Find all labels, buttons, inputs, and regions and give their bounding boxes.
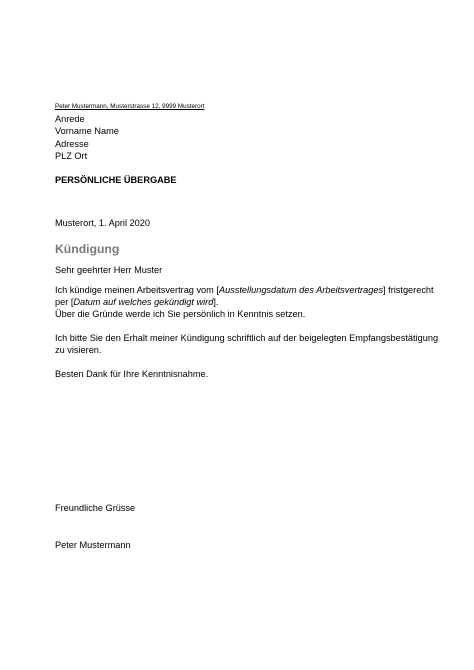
paragraph-termination (55, 284, 435, 320)
text-segment: ]. (213, 297, 219, 307)
recipient-salutation-line: Anrede (55, 114, 85, 124)
recipient-address-line: Adresse (55, 138, 89, 149)
recipient-city-line: PLZ Ort (55, 150, 88, 161)
signature-name: Peter Mustermann (55, 540, 131, 550)
paragraph-line (55, 296, 435, 308)
delivery-note: PERSÖNLICHE ÜBERGABE (55, 175, 177, 185)
text-segment: per [ (55, 297, 74, 307)
sender-address-line: Peter Mustermann, Musterstrasse 12, 9999 Musterort (55, 103, 205, 110)
paragraph-line: zu visieren. (55, 345, 102, 355)
paragraph-thanks: Besten Dank für Ihre Kenntnisnahme. (55, 369, 209, 379)
letter-closing: Freundliche Grüsse (55, 503, 136, 513)
paragraph-line: Über die Gründe werde ich Sie persönlich in Kenntnis setzen. (55, 309, 306, 319)
place-and-date: Musterort, 1. April 2020 (55, 218, 150, 228)
letter-salutation: Sehr geehrter Herr Muster (55, 265, 163, 275)
paragraph-line (55, 284, 435, 296)
text-segment: ] fristgerecht (383, 285, 434, 295)
paragraph-line: Ich bitte Sie den Erhalt meiner Kündigung schriftlich auf der beigelegten Empfangsbestätigung (55, 333, 439, 343)
placeholder-contract-date: Ausstellungsdatum des Arbeitsvertrages (218, 285, 384, 295)
recipient-address-block (55, 113, 119, 162)
placeholder-termination-date: Datum auf welches gekündigt wird (73, 297, 214, 307)
letter-subject: Kündigung (55, 242, 120, 256)
paragraph-confirmation (55, 332, 439, 356)
text-segment: Ich kündige meinen Arbeitsvertrag vom [ (55, 285, 219, 295)
recipient-name-line: Vorname Name (55, 126, 119, 137)
